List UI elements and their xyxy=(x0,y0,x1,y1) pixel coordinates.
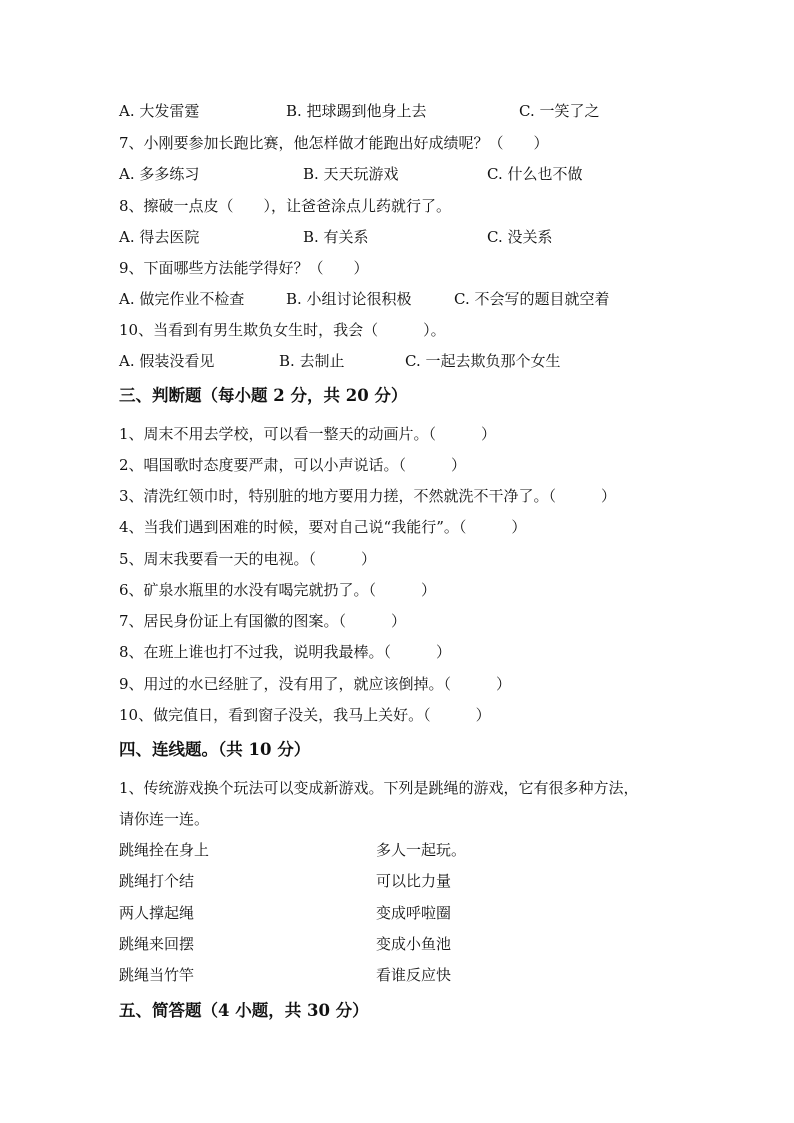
judge-item: 9、用过的水已经脏了，没有用了，就应该倒掉。（ ） xyxy=(119,675,512,693)
judge-item: 5、周末我要看一天的电视。（ ） xyxy=(119,550,377,568)
section4-prompt-line2: 请你连一连。 xyxy=(119,810,210,828)
match-right-item: 多人一起玩。 xyxy=(376,841,467,859)
match-right-item: 可以比力量 xyxy=(376,872,452,890)
q10-option-b: B. 去制止 xyxy=(279,352,345,370)
q9-option-a: A. 做完作业不检查 xyxy=(119,290,245,308)
q8-question: 8、擦破一点皮（ ），让爸爸涂点儿药就行了。 xyxy=(119,197,452,215)
match-right-item: 看谁反应快 xyxy=(376,966,452,984)
judge-item: 3、清洗红领巾时，特别脏的地方要用力搓，不然就洗不干净了。（ ） xyxy=(119,487,617,505)
q8-option-c: C. 没关系 xyxy=(487,228,553,246)
q10-option-a: A. 假装没看见 xyxy=(119,352,215,370)
match-left-item: 跳绳当竹竿 xyxy=(119,966,195,984)
match-right-item: 变成呼啦圈 xyxy=(376,904,452,922)
q6-option-a: A. 大发雷霆 xyxy=(119,102,200,120)
match-left-item: 跳绳来回摆 xyxy=(119,935,195,953)
judge-item: 7、居民身份证上有国徽的图案。（ ） xyxy=(119,612,407,630)
q9-option-c: C. 不会写的题目就空着 xyxy=(454,290,610,308)
section3-title: 三、判断题（每小题 2 分，共 20 分） xyxy=(119,386,408,405)
judge-item: 2、唱国歌时态度要严肃，可以小声说话。（ ） xyxy=(119,456,467,474)
judge-item: 1、周末不用去学校，可以看一整天的动画片。（ ） xyxy=(119,425,497,443)
q7-option-c: C. 什么也不做 xyxy=(487,165,583,183)
judge-item: 4、当我们遇到困难的时候，要对自己说“我能行”。（ ） xyxy=(119,518,527,536)
q7-option-b: B. 天天玩游戏 xyxy=(303,165,399,183)
q6-option-c: C. 一笑了之 xyxy=(519,102,600,120)
q7-option-a: A. 多多练习 xyxy=(119,165,200,183)
match-left-item: 两人撑起绳 xyxy=(119,904,195,922)
q7-question: 7、小刚要参加长跑比赛，他怎样做才能跑出好成绩呢？（ ） xyxy=(119,134,549,152)
section5-title: 五、简答题（4 小题，共 30 分） xyxy=(119,1001,369,1020)
section4-prompt-line1: 1、传统游戏换个玩法可以变成新游戏。下列是跳绳的游戏，它有很多种方法， xyxy=(119,779,639,797)
match-right-item: 变成小鱼池 xyxy=(376,935,452,953)
section4-title: 四、连线题。（共 10 分） xyxy=(119,740,311,759)
q9-question: 9、下面哪些方法能学得好？（ ） xyxy=(119,259,369,277)
judge-item: 10、做完值日，看到窗子没关，我马上关好。（ ） xyxy=(119,706,491,724)
q8-option-b: B. 有关系 xyxy=(303,228,369,246)
match-left-item: 跳绳打个结 xyxy=(119,872,195,890)
q10-question: 10、当看到有男生欺负女生时，我会（ ）。 xyxy=(119,321,446,339)
q6-option-b: B. 把球踢到他身上去 xyxy=(286,102,427,120)
q8-option-a: A. 得去医院 xyxy=(119,228,200,246)
judge-item: 6、矿泉水瓶里的水没有喝完就扔了。（ ） xyxy=(119,581,437,599)
q9-option-b: B. 小组讨论很积极 xyxy=(286,290,412,308)
match-left-item: 跳绳拴在身上 xyxy=(119,841,210,859)
judge-item: 8、在班上谁也打不过我，说明我最棒。（ ） xyxy=(119,643,452,661)
q10-option-c: C. 一起去欺负那个女生 xyxy=(405,352,561,370)
